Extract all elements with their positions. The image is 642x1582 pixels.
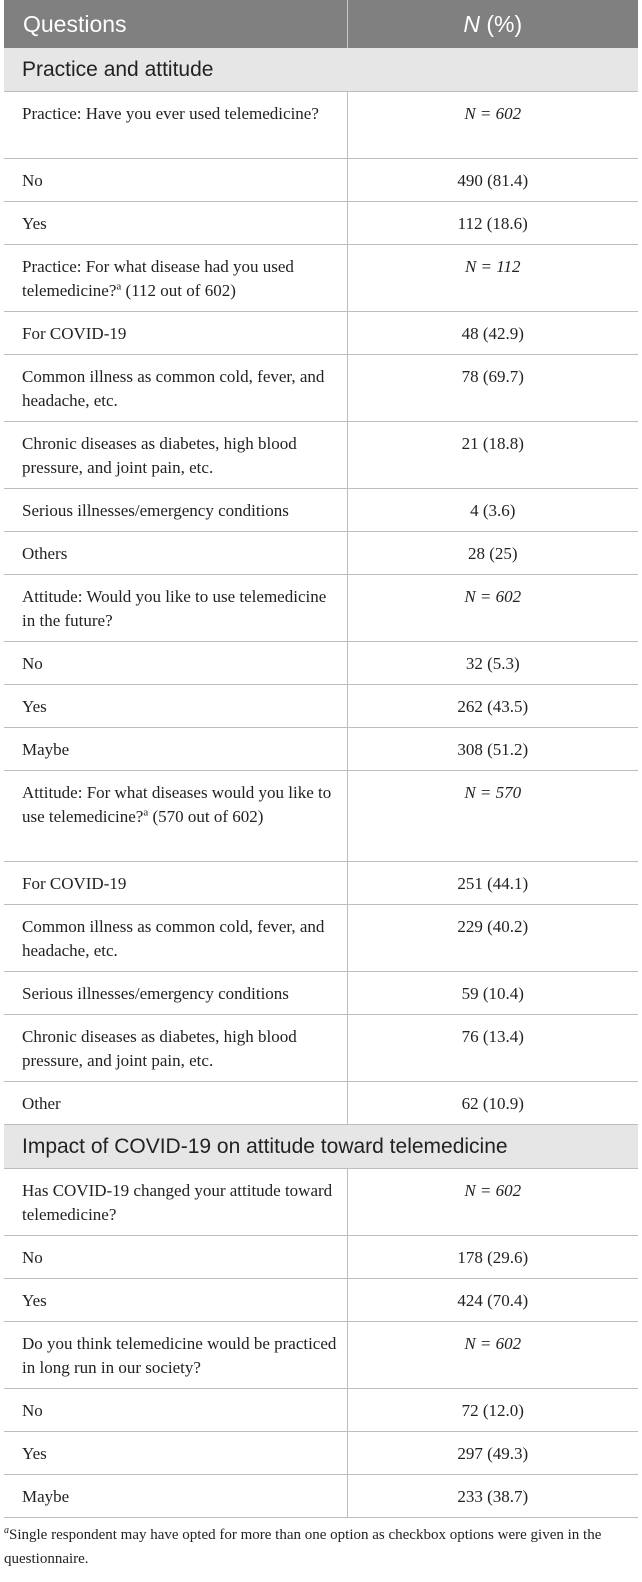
row-value: 32 (5.3) xyxy=(347,642,638,685)
table-row xyxy=(4,159,638,202)
row-label: Chronic diseases as diabetes, high blood pressure, and joint pain, etc. xyxy=(4,1015,347,1082)
n-percent-column-header xyxy=(347,0,638,48)
row-label: Practice: Have you ever used telemedicine? xyxy=(4,92,347,159)
table-row xyxy=(4,642,638,685)
table-header xyxy=(4,0,638,48)
row-value: 59 (10.4) xyxy=(347,972,638,1015)
footnote-mark: a xyxy=(4,1525,9,1536)
questions-column-header: Questions xyxy=(4,0,347,48)
row-value: 72 (12.0) xyxy=(347,1389,638,1432)
row-value: N = 570 xyxy=(347,771,638,862)
row-label: Common illness as common cold, fever, and headache, etc. xyxy=(4,355,347,422)
table-row xyxy=(4,355,638,422)
table-row xyxy=(4,489,638,532)
footnote-text: Single respondent may have opted for more than one option as checkbox options were given in the questionnaire. xyxy=(4,1527,602,1567)
footnote-marker: a xyxy=(143,806,149,819)
table-body xyxy=(4,48,638,1518)
table-row xyxy=(4,202,638,245)
n-letter: N xyxy=(463,10,480,37)
row-value: 178 (29.6) xyxy=(347,1236,638,1279)
table-row xyxy=(4,1015,638,1082)
row-label: Yes xyxy=(4,202,347,245)
row-label: No xyxy=(4,642,347,685)
row-value: 28 (25) xyxy=(347,532,638,575)
row-label-cell xyxy=(4,245,347,312)
table-row xyxy=(4,422,638,489)
row-label: For COVID-19 xyxy=(4,312,347,355)
row-value: 262 (43.5) xyxy=(347,685,638,728)
table-row xyxy=(4,685,638,728)
results-table xyxy=(4,0,638,1518)
row-value: 233 (38.7) xyxy=(347,1475,638,1518)
question-row xyxy=(4,575,638,642)
table-row xyxy=(4,905,638,972)
row-value: 76 (13.4) xyxy=(347,1015,638,1082)
section-row xyxy=(4,1125,638,1169)
row-label: No xyxy=(4,1389,347,1432)
row-label: Do you think telemedicine would be practiced in long run in our society? xyxy=(4,1322,347,1389)
row-label: Practice: For what disease had you used telemedicine? xyxy=(22,257,294,300)
percent-label: (%) xyxy=(479,10,523,37)
table-footnote xyxy=(4,1518,638,1571)
row-label: Attitude: Would you like to use telemedicine in the future? xyxy=(4,575,347,642)
row-label: Serious illnesses/emergency conditions xyxy=(4,489,347,532)
table-row xyxy=(4,1432,638,1475)
row-value: N = 602 xyxy=(347,575,638,642)
row-label-cell xyxy=(4,771,347,862)
section-title: Practice and attitude xyxy=(4,48,638,92)
table-row xyxy=(4,862,638,905)
header-row xyxy=(4,0,638,48)
table-row xyxy=(4,1236,638,1279)
section-row xyxy=(4,48,638,92)
row-label: No xyxy=(4,1236,347,1279)
row-value: 251 (44.1) xyxy=(347,862,638,905)
question-row xyxy=(4,1169,638,1236)
question-row xyxy=(4,771,638,862)
row-value: 62 (10.9) xyxy=(347,1082,638,1125)
row-label: Serious illnesses/emergency conditions xyxy=(4,972,347,1015)
table-row xyxy=(4,532,638,575)
row-label-suffix: (112 out of 602) xyxy=(121,281,236,300)
row-label: Other xyxy=(4,1082,347,1125)
row-value: 308 (51.2) xyxy=(347,728,638,771)
question-row xyxy=(4,92,638,159)
question-row xyxy=(4,1322,638,1389)
row-label: Has COVID-19 changed your attitude toward telemedicine? xyxy=(4,1169,347,1236)
row-label: Yes xyxy=(4,1432,347,1475)
table-row xyxy=(4,312,638,355)
table-row xyxy=(4,1082,638,1125)
table-row xyxy=(4,1389,638,1432)
row-value: 21 (18.8) xyxy=(347,422,638,489)
row-value: 490 (81.4) xyxy=(347,159,638,202)
row-label: No xyxy=(4,159,347,202)
row-label: Yes xyxy=(4,685,347,728)
row-value: 78 (69.7) xyxy=(347,355,638,422)
row-label: Attitude: For what diseases would you like to use telemedicine? xyxy=(22,783,332,826)
table-row xyxy=(4,1279,638,1322)
row-label: Yes xyxy=(4,1279,347,1322)
row-label: Others xyxy=(4,532,347,575)
row-value: 4 (3.6) xyxy=(347,489,638,532)
row-value: N = 112 xyxy=(347,245,638,312)
row-value: N = 602 xyxy=(347,1322,638,1389)
section-title: Impact of COVID-19 on attitude toward telemedicine xyxy=(4,1125,638,1169)
row-value: N = 602 xyxy=(347,1169,638,1236)
row-value: 112 (18.6) xyxy=(347,202,638,245)
table-row xyxy=(4,1475,638,1518)
row-label: Chronic diseases as diabetes, high blood pressure, and joint pain, etc. xyxy=(4,422,347,489)
row-value: 229 (40.2) xyxy=(347,905,638,972)
table-row xyxy=(4,972,638,1015)
row-label-suffix: (570 out of 602) xyxy=(148,807,264,826)
row-label: Common illness as common cold, fever, and headache, etc. xyxy=(4,905,347,972)
row-value: 297 (49.3) xyxy=(347,1432,638,1475)
footnote-marker: a xyxy=(116,280,122,293)
row-value: 424 (70.4) xyxy=(347,1279,638,1322)
question-row xyxy=(4,245,638,312)
row-value: 48 (42.9) xyxy=(347,312,638,355)
row-label: Maybe xyxy=(4,728,347,771)
row-label: Maybe xyxy=(4,1475,347,1518)
row-value: N = 602 xyxy=(347,92,638,159)
table-page xyxy=(4,0,638,1571)
table-row xyxy=(4,728,638,771)
row-label: For COVID-19 xyxy=(4,862,347,905)
